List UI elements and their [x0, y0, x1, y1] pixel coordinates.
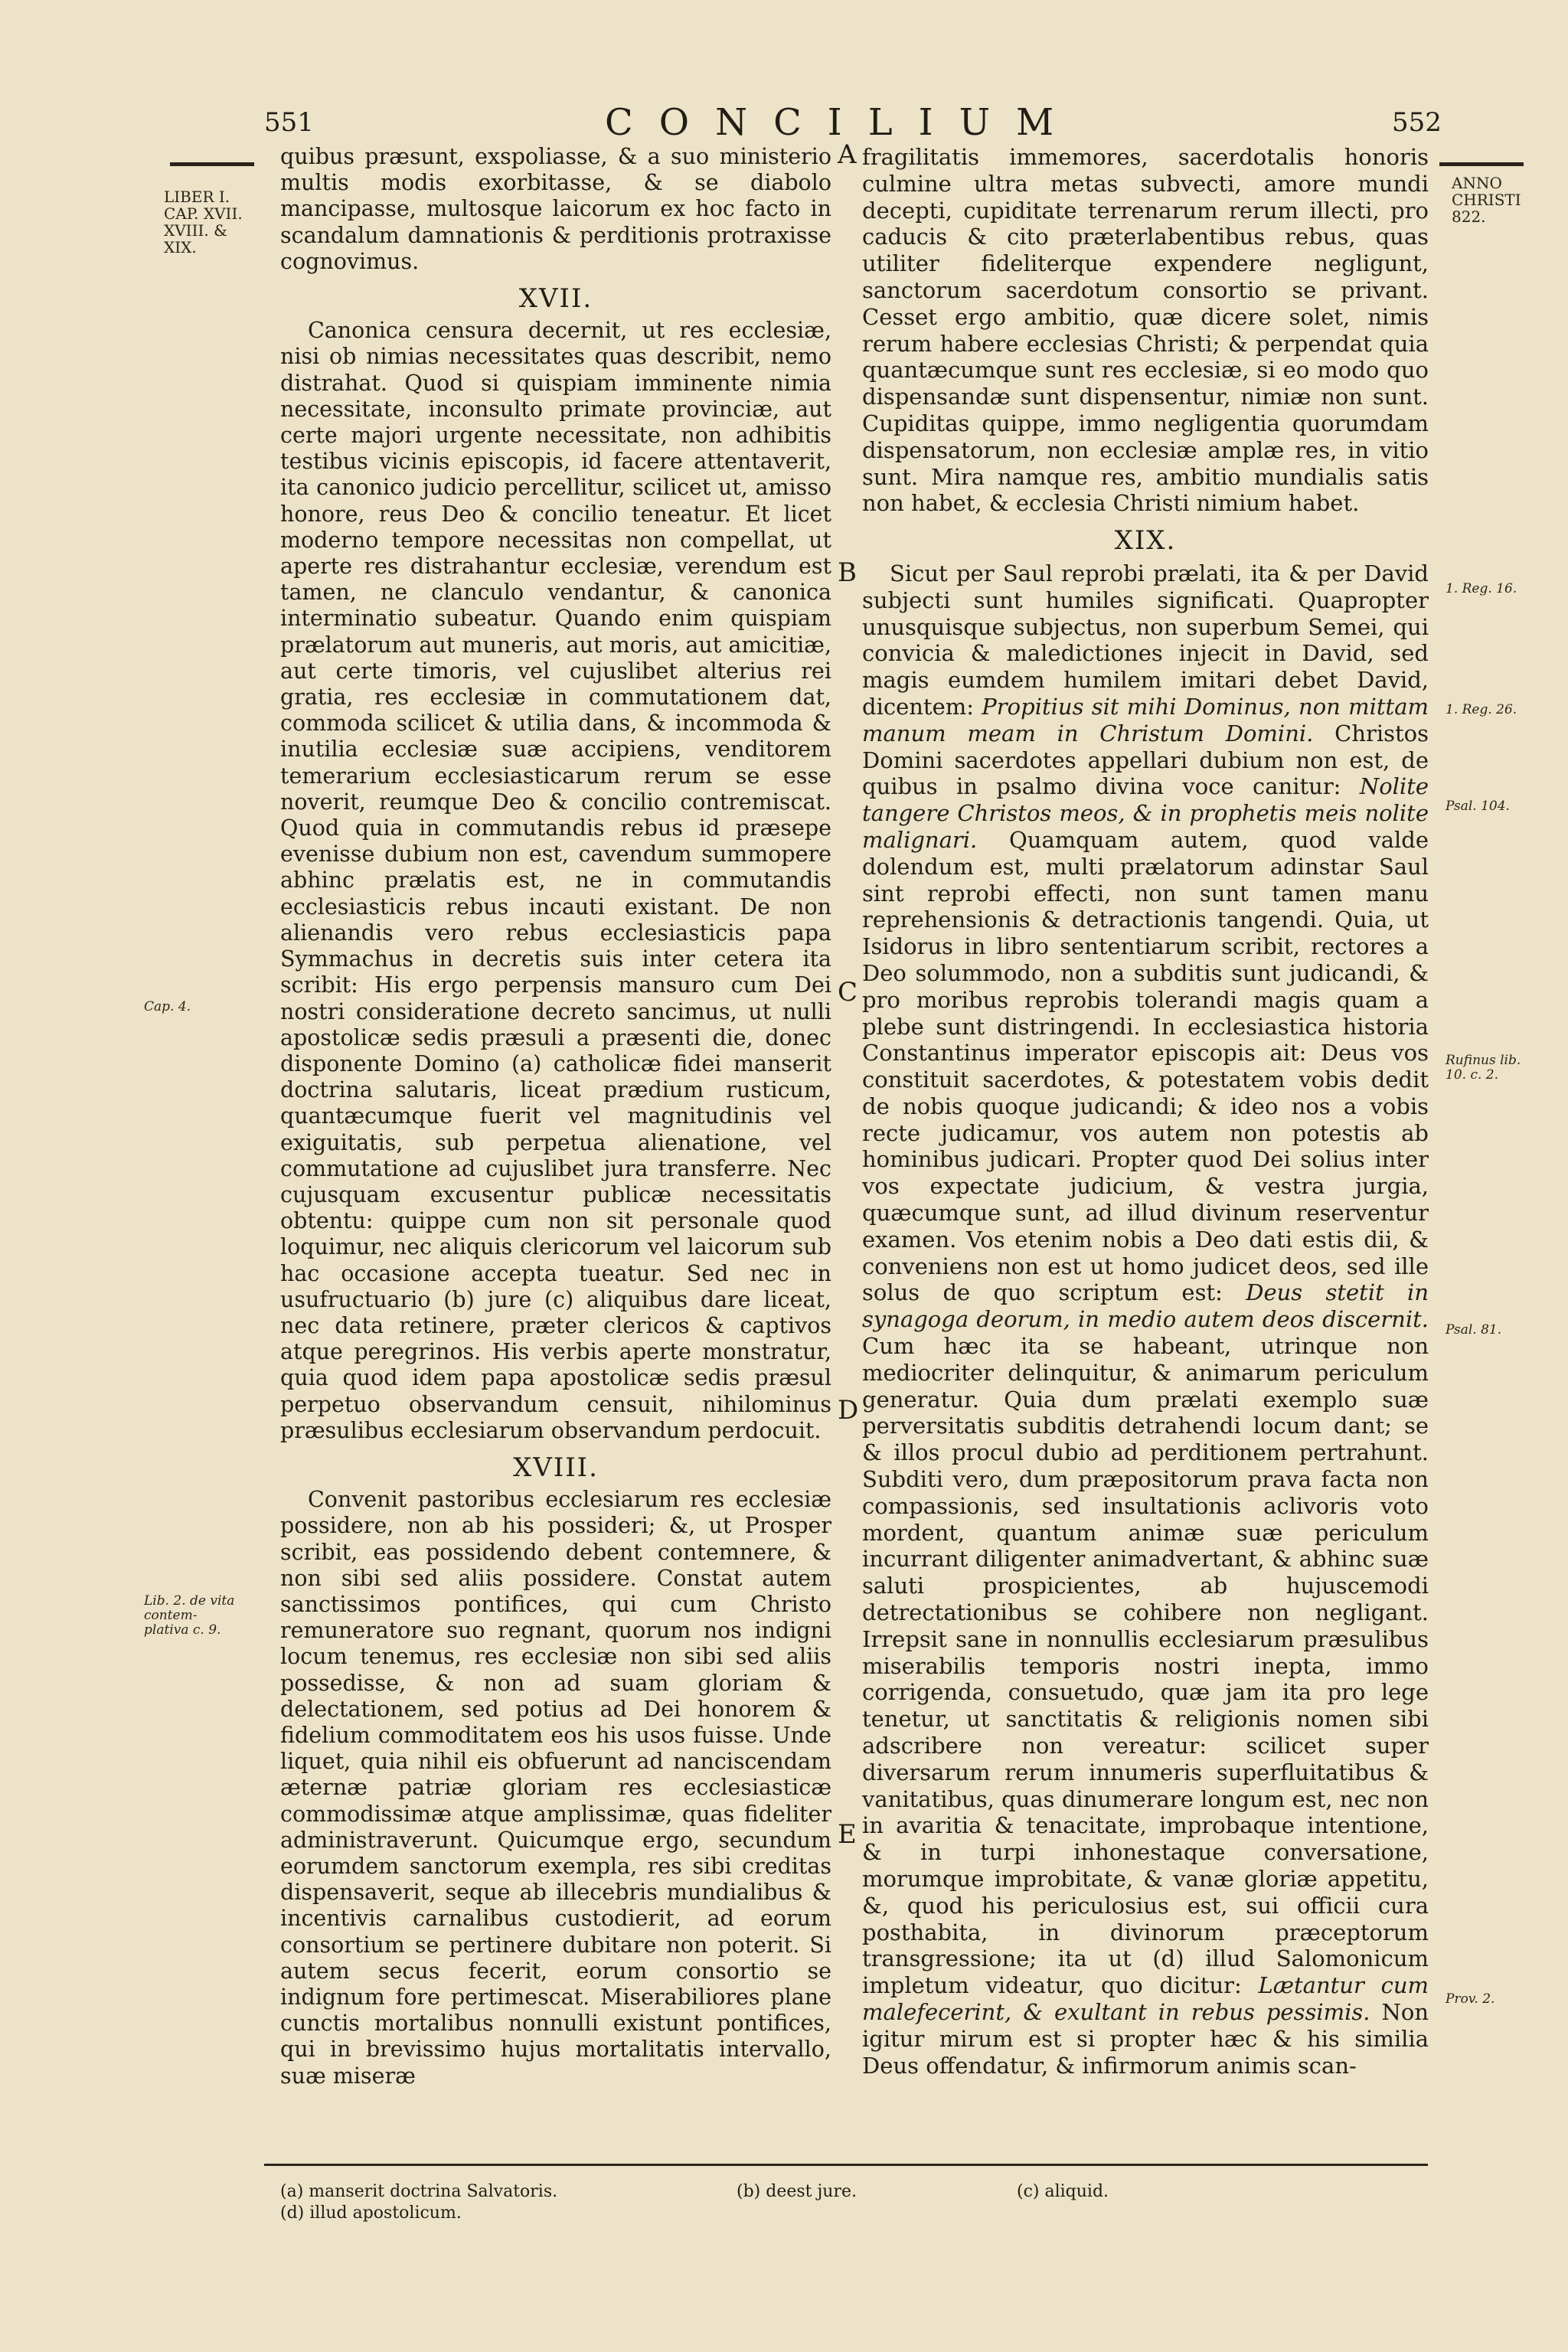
paragraph: quibus præsunt, exspoliasse, & a suo ministerio multis modis exorbitasse, & se diabolo mancipasse, multosque laicorum ex hoc facto in scandalum damnationis & perditionis protraxisse cognovimus. — [280, 144, 831, 274]
footnote-a: (a) manserit doctrina Salvatoris. — [280, 2182, 558, 2201]
chapter-heading-xix: XIX. — [1114, 525, 1177, 557]
footnote-d: (d) illud apostolicum. — [280, 2203, 462, 2223]
footnote-c: (c) aliquid. — [1017, 2182, 1109, 2201]
margin-note-reg16: 1. Reg. 16. — [1446, 581, 1517, 596]
section-letter-d: D — [838, 1395, 859, 1426]
paragraph: Canonica censura decernit, ut res ecclesiæ, nisi ob nimias necessitates quas describit, nemo distrahat. Quod si quispiam imminente nimia necessitate, inconsulto primate provinciæ, aut certe majori urgente necessitate, non adhibitis testibus vicinis episcopis, id facere attentaverit, ita canonico judicio percellitur, scilicet ut, amisso honore, reus Deo & concilio teneatur. Et licet moderno tempore necessitas non compellat, ut aperte res distrahantur ecclesiæ, verendum est tamen, ne clanculo vendantur, & canonica interminatio subeatur. Quando enim quispiam prælatorum aut muneris, aut moris, aut amicitiæ, aut certe timoris, vel cujuslibet alterius rei gratia, res ecclesiæ in commutationem dat, commoda scilicet & utilia dans, & incommoda & inutilia ecclesiæ suæ accipiens, venditorem temerarium ecclesiasticarum rerum se esse noverit, reumque Deo & concilio contremiscat. Quod quia in commutandis rebus id præsepe evenisse dubium non est, cavendum summopere abhinc prælatis est, ne in commutandis ecclesiasticis rebus incauti existant. De non alienandis vero rebus ecclesiasticis papa Symmachus in decretis suis inter cetera ita scribit: His ergo perpensis mansuro cum Dei nostri consideratione decreto sancimus, ut nulli apostolicæ sedis præsuli a præsenti die, donec disponente Domino (a) catholicæ fidei manserit doctrina salutaris, liceat prædium rusticum, quantæcumque fuerit vel magnitudinis vel exiguitatis, sub perpetua alienatione, vel commutatione ad cujuslibet jura transferre. Nec cujusquam excusentur publicæ necessitatis obtentu: quippe cum non sit personale quod loquimur, nec aliquis clericorum vel laicorum sub hac occasione accepta tueatur. Sed nec in usufructuario (b) jure (c) aliquibus dare liceat, nec data retinere, præter clericos & captivos atque peregrinos. His verbis aperte monstratur, quia quod idem papa apostolicæ sedis præsul perpetuo observandum censuit, nihilominus præsulibus ecclesiarum observandum perdocuit. — [280, 318, 831, 1443]
margin-note-lib2: Lib. 2. de vita contem-plativa c. 9. — [144, 1593, 235, 1638]
chapter-heading-xviii: XVIII. — [513, 1452, 599, 1483]
margin-note-cap4: Cap. 4. — [144, 999, 191, 1014]
section-letter-a: A — [838, 139, 857, 170]
section-letter-e: E — [838, 1819, 857, 1850]
right-column — [862, 144, 1429, 2079]
header-dash-right — [1439, 162, 1524, 166]
scripture-quote: Nolite tangere Christos meos, & in prophetis meis nolite malignari. — [862, 773, 1429, 853]
right-folio: 552 — [1392, 107, 1442, 138]
footnote-b: (b) deest jure. — [737, 2182, 858, 2201]
left-folio: 551 — [264, 107, 314, 138]
footnote-rule — [264, 2164, 1428, 2166]
scripture-quote: Deus stetit in synagoga deorum, in medio autem deos discernit. — [862, 1279, 1429, 1333]
margin-note-prov2: Prov. 2. — [1446, 1991, 1495, 2007]
text-run: Cum hæc ita se habeant, utrinque non mediocriter delinquitur, & animarum periculum generatur. Quia dum prælati exemplo suæ perversitatis subditis detrahendi locum dant; se & illos procul dubio ad perditionem pertrahunt. Subditi vero, dum præpositorum prava facta non compassionis, sed insultationis aclivoris voto mordent, quantum animæ suæ periculum incurrant diligenter animadvertant, & abhinc suæ saluti prospicientes, ab hujuscemodi detrectationibus se cohibere non negligant. Irrepsit sane in nonnullis ecclesiarum præsulibus miserabilis temporis nostri inepta, immo corrigenda, consuetudo, quæ jam ita pro lege tenetur, ut sanctitatis & religionis nomen sibi adscribere non vereatur: scilicet super diversarum rerum innumeris superfluitatibus & vanitatibus, quas dinumerare longum est, nec non in avaritia & tenacitate, improbaque intentione, & in turpi inhonestaque conversatione, morumque improbitate, & vanæ gloriæ appetitu, &, quod his periculosius est, sui officii cura posthabita, in divinorum præceptorum transgressione; ita ut (d) illud Salomonicum impletum videatur, quo dicitur: — [862, 1333, 1429, 1999]
margin-note-psal81: Psal. 81. — [1446, 1322, 1502, 1338]
scripture-quote: Propitius sit mihi Dominus, non mittam manum meam in Christum Domini. — [862, 693, 1429, 746]
left-column — [280, 144, 831, 2089]
margin-note-liber: LIBER I. CAP. XVII. XVIII. & XIX. — [164, 188, 243, 256]
margin-note-reg26: 1. Reg. 26. — [1446, 702, 1517, 717]
text-run: Non igitur mirum est si propter hæc & his similia Deus offendatur, & infirmorum animis scan- — [862, 1998, 1429, 2079]
section-letter-c: C — [838, 977, 858, 1008]
scripture-quote: Lætantur cum malefecerint, & exultant in rebus pessimis. — [862, 1972, 1429, 2025]
text-run: Sicut per Saul reprobi prælati, ita & per David subjecti sunt humiles significati. Quapropter unusquisque subjectus, non superbum Semei, qui convicia & maledictiones injecit in David, sed magis eumdem humilem imitari debet David, dicentem: — [862, 560, 1429, 720]
margin-note-psal104: Psal. 104. — [1446, 799, 1510, 814]
paragraph: fragilitatis immemores, sacerdotalis honoris culmine ultra metas subvecti, amore mundi decepti, cupiditate terrenarum rerum illecti, pro caducis & cito præterlabentibus rebus, quas utiliter fideliterque expendere negligunt, sanctorum sacerdotum consortio se privant. Cesset ergo ambitio, quæ dicere solet, nimis rerum habere ecclesias Christi; & perpendat quia quantæcumque sunt res ecclesiæ, si eo modo quo dispensandæ sunt dispensentur, nimiæ non sunt. Cupiditas quippe, immo negligentia quorumdam dispensatorum, non ecclesiæ amplæ res, in vitio sunt. Mira namque res, ambitio mundialis satis non habet, & ecclesia Christi nimium habet. — [862, 144, 1429, 517]
paragraph — [862, 560, 1429, 2079]
text-run: Quamquam autem, quod valde dolendum est, multi prælatorum adinstar Saul sint reprobi effecti, non sunt tamen manu reprehensionis & detractionis tangendi. Quia, ut Isidorus in libro sententiarum scribit, rectores a Deo solummodo, non a subditis sunt judicandi, & pro moribus reprobis tolerandi magis quam a plebe sunt distringendi. In ecclesiastica historia Constantinus imperator episcopis ait: Deus vos constituit sacerdotes, & potestatem vobis dedit de nobis quoque judicandi; & ideo nos a vobis recte judicamur, vos autem non potestis ab hominibus judicari. Propter quod Dei solius inter vos expectate judicium, & vestra jurgia, quæcumque sunt, ad illud divinum reserventur examen. Vos etenim nobis a Deo dati estis dii, & conveniens non est ut homo judicet deos, sed ille solus de quo scriptum est: — [862, 826, 1429, 1306]
header-dash-left — [170, 162, 254, 166]
paragraph: Convenit pastoribus ecclesiarum res ecclesiæ possidere, non ab his possideri; &, ut Prosper scribit, eas possidendo debent contemnere, & non sibi sed aliis possidere. Constat autem sanctissimos pontifices, qui cum Christo remuneratore suo regnant, quorum nos indigni locum tenemus, res ecclesiæ non sibi sed aliis possedisse, & non ad suam gloriam & delectationem, sed potius ad Dei honorem & fidelium commoditatem eos his usos fuisse. Unde liquet, quia nihil eis obfuerunt ad nanciscendam æternæ patriæ gloriam res ecclesiasticæ commodissimæ atque amplissimæ, quas fideliter administraverunt. Quicumque ergo, secundum eorumdem sanctorum exempla, res sibi creditas dispensaverit, seque ab illecebris mundialibus & incentivis carnalibus custodierit, ad eorum consortium se pertinere dubitare non poterit. Si autem secus fecerit, eorum consortio se indignum fore pertimescat. Miserabiliores plane cunctis mortalibus nonnulli existunt pontifices, qui in brevissimo hujus mortalitatis intervallo, suæ miseræ — [280, 1487, 831, 2089]
margin-note-rufinus: Rufinus lib. 10. c. 2. — [1446, 1053, 1521, 1083]
text-run: Christos Domini sacerdotes appellari dubium non est, de quibus in psalmo divina voce canitur: — [862, 720, 1429, 800]
margin-note-anno: ANNO CHRISTI 822. — [1452, 174, 1521, 226]
running-title: CONCILIUM — [605, 101, 1080, 144]
section-letter-b: B — [838, 557, 857, 588]
chapter-heading-xvii: XVII. — [518, 283, 593, 315]
